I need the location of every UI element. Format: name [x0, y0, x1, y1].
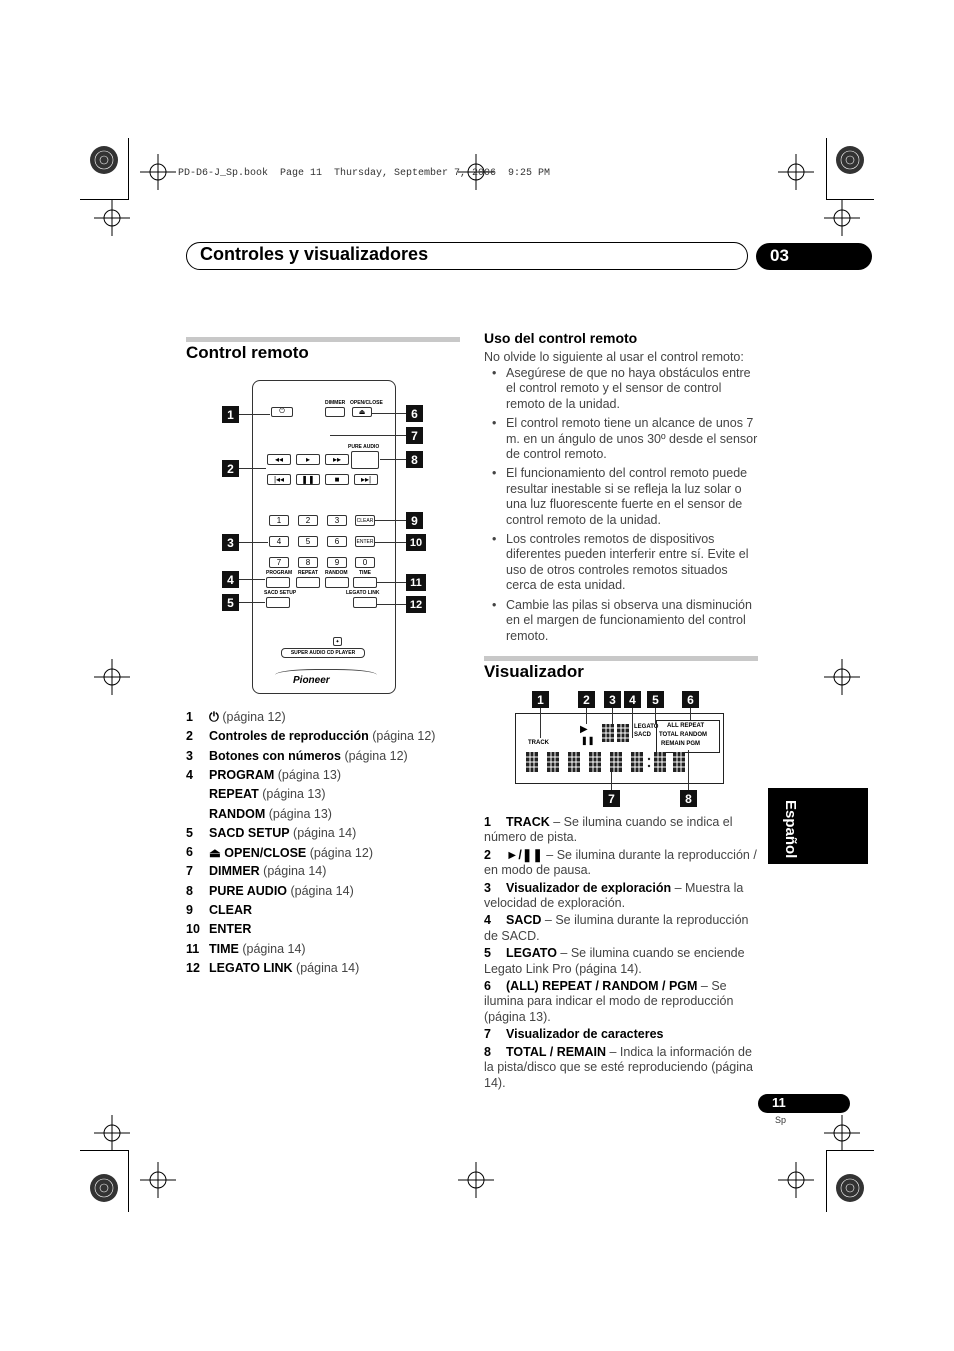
leader-line	[688, 750, 689, 790]
clear-button: CLEAR	[355, 515, 375, 526]
display-illustration	[515, 713, 724, 784]
leader-line	[655, 708, 656, 724]
remote-button-list: 1 ⏻ (página 12) 2 Controles de reproducción (página 12) 3 Botones con números (página 12) 4 PROGRAM (página 13) REPEAT (página 13) RANDOM (página 13) 5 SACD SETUP (página 14) 6 ⏏ OPEN/CLOSE (página 12) 7 DIMMER (página 14) 8 PURE AUDIO (página 14) 9 CLEAR 10 ENTER 11 TIME (página 14) 12 LEGATO LINK (página 14)	[186, 710, 436, 975]
leader-line	[330, 435, 406, 436]
time-label: TIME	[359, 570, 371, 576]
dimmer-label: DIMMER	[325, 400, 346, 406]
leader-line	[586, 708, 587, 724]
leader-line	[690, 708, 691, 720]
list-item: 5 LEGATO – Se ilumina cuando se enciende Legato Link Pro (página 14).	[484, 946, 745, 976]
list-item: 7 Visualizador de caracteres	[484, 1027, 664, 1042]
power-button	[271, 407, 293, 417]
callout-2: 2	[222, 460, 239, 477]
display-description-list	[484, 815, 758, 1093]
random-label: RANDOM	[325, 570, 348, 576]
book-info-line: PD-D6-J_Sp.book Page 11 Thursday, September 7, 2006 9:25 PM	[178, 168, 551, 179]
digit-2-button: 2	[298, 515, 318, 526]
callout-8: 8	[406, 451, 423, 468]
section-heading-control-remoto: Control remoto	[186, 343, 309, 362]
previous-button: |◂◂	[267, 474, 291, 485]
sensor-icon: ✦	[333, 637, 342, 646]
leader-line	[239, 542, 268, 543]
display-callout-8: 8	[680, 790, 697, 807]
leader-line	[540, 708, 541, 738]
display-segments	[516, 714, 725, 785]
eject-icon: ⏏	[358, 409, 366, 416]
leader-line	[376, 604, 406, 605]
chapter-number: 03	[770, 246, 789, 265]
leader-line	[239, 602, 265, 603]
callout-4: 4	[222, 571, 239, 588]
play-icon: ▶	[580, 724, 588, 735]
list-item: 4 SACD – Se ilumina durante la reproducción de SACD.	[484, 913, 749, 943]
digit-6-button: 6	[327, 536, 347, 547]
digit-4-button: 4	[269, 536, 289, 547]
power-icon: ⏻	[279, 408, 285, 415]
callout-5: 5	[222, 594, 239, 611]
callout-1: 1	[222, 406, 239, 423]
list-item: • Los controles remotos de dispositivos diferentes pueden interferir entre sí. Evite el uso de otros controles remotos situados cerca de esta unidad.	[484, 532, 760, 594]
leader-line	[612, 708, 613, 724]
language-tab-label: Español	[782, 800, 799, 859]
callout-10: 10	[406, 534, 426, 551]
section-rule	[186, 337, 460, 342]
callout-3: 3	[222, 534, 239, 551]
callout-11: 11	[406, 574, 426, 591]
digit-0-button: 0	[355, 557, 375, 568]
legato-link-label: LEGATO LINK	[346, 590, 380, 596]
repeat-label: REPEAT	[298, 570, 318, 576]
list-item: 2 ►/❚❚ – Se ilumina durante la reproducción / en modo de pausa.	[484, 847, 757, 878]
digit-7-button: 7	[269, 557, 289, 568]
leader-line	[239, 579, 265, 580]
list-item: 1 TRACK – Se ilumina cuando se indica el número de pista.	[484, 815, 733, 845]
pioneer-logo: Pioneer	[293, 675, 330, 686]
list-item: 3 Visualizador de exploración – Muestra la velocidad de exploración.	[484, 880, 744, 911]
sacd-player-badge: SUPER AUDIO CD PLAYER	[281, 648, 365, 658]
power-icon: ⏻	[209, 710, 219, 724]
sacd-setup-label: SACD SETUP	[264, 590, 297, 596]
random-button	[325, 577, 349, 588]
pause-button: ❚❚	[296, 474, 320, 485]
next-button: ▸▸|	[354, 474, 378, 485]
leader-line	[376, 582, 406, 583]
open-close-label: OPEN/CLOSE	[350, 400, 383, 406]
display-callout-3: 3	[604, 691, 621, 708]
leader-line	[611, 772, 612, 790]
callout-12: 12	[406, 596, 426, 613]
section-rule	[484, 656, 758, 661]
display-all-repeat: ALL REPEAT	[667, 723, 705, 729]
digit-3-button: 3	[327, 515, 347, 526]
digit-1-button: 1	[269, 515, 289, 526]
callout-7: 7	[406, 427, 423, 444]
list-item: 6 (ALL) REPEAT / RANDOM / PGM – Se ilumina para indicar el modo de reproducción (página 13).	[484, 979, 734, 1024]
remote-control-illustration	[252, 380, 396, 694]
time-button	[353, 577, 377, 588]
display-callout-6: 6	[682, 691, 699, 708]
digit-9-button: 9	[327, 557, 347, 568]
program-button	[266, 577, 290, 588]
uso-bullets	[484, 366, 760, 648]
display-callout-4: 4	[624, 691, 641, 708]
page-title: Controles y visualizadores	[200, 244, 429, 264]
display-remain-pgm: REMAIN PGM	[661, 741, 700, 747]
enter-button: ENTER	[355, 536, 375, 547]
section-heading-uso: Uso del control remoto	[484, 330, 638, 346]
rewind-button: ◂◂	[267, 454, 291, 465]
digit-5-button: 5	[298, 536, 318, 547]
list-item: • Asegúrese de que no haya obstáculos entre el control remoto y el sensor de control remoto de la unidad.	[484, 366, 760, 412]
display-callout-2: 2	[578, 691, 595, 708]
callout-9: 9	[406, 512, 423, 529]
display-callout-5: 5	[647, 691, 664, 708]
uso-intro: No olvide lo siguiente al usar el control remoto:	[484, 350, 744, 364]
display-track-label: TRACK	[528, 740, 549, 746]
callout-6: 6	[406, 405, 423, 422]
list-item: • El funcionamiento del control remoto puede resultar inestable si se refleja la luz solar o una luz fluorescente fuerte en el sensor de control remoto de la unidad.	[484, 466, 760, 528]
stop-button: ■	[325, 474, 349, 485]
list-item: • El control remoto tiene un alcance de unos 7 m. en un ángulo de unos 30º desde el sensor de control remoto.	[484, 416, 760, 462]
pure-audio-button	[351, 451, 379, 469]
legato-link-button	[353, 597, 377, 608]
page-language-code: Sp	[775, 1115, 787, 1125]
eject-icon: ⏏	[209, 846, 225, 861]
leader-line	[375, 520, 406, 521]
fast-forward-button: ▸▸	[325, 454, 349, 465]
leader-line	[372, 413, 406, 414]
dimmer-button	[325, 407, 345, 417]
list-item: 8 TOTAL / REMAIN – Indica la información de la pista/disco que se esté reproduciendo (página 14).	[484, 1044, 753, 1090]
pure-audio-label: PURE AUDIO	[348, 444, 380, 450]
list-item: • Cambie las pilas si observa una disminución en el margen de funcionamiento del control remoto.	[484, 598, 760, 644]
display-sacd-label: SACD	[634, 732, 652, 738]
display-total-random: TOTAL RANDOM	[659, 732, 707, 738]
section-heading-visualizador: Visualizador	[484, 662, 584, 681]
leader-line	[239, 414, 270, 415]
sacd-setup-button	[266, 597, 290, 608]
leader-line	[632, 708, 633, 738]
play-button: ▸	[296, 454, 320, 465]
open-close-button	[352, 407, 372, 417]
page-number: 11	[772, 1095, 786, 1110]
repeat-button	[296, 577, 320, 588]
display-callout-1: 1	[532, 691, 549, 708]
leader-line	[239, 468, 266, 469]
display-legato-label: LEGATO	[634, 724, 659, 730]
leader-line	[375, 542, 406, 543]
program-label: PROGRAM	[266, 570, 293, 576]
display-callout-7: 7	[603, 790, 620, 807]
digit-8-button: 8	[298, 557, 318, 568]
leader-line	[380, 459, 406, 460]
pause-icon: ❚❚	[581, 736, 595, 745]
